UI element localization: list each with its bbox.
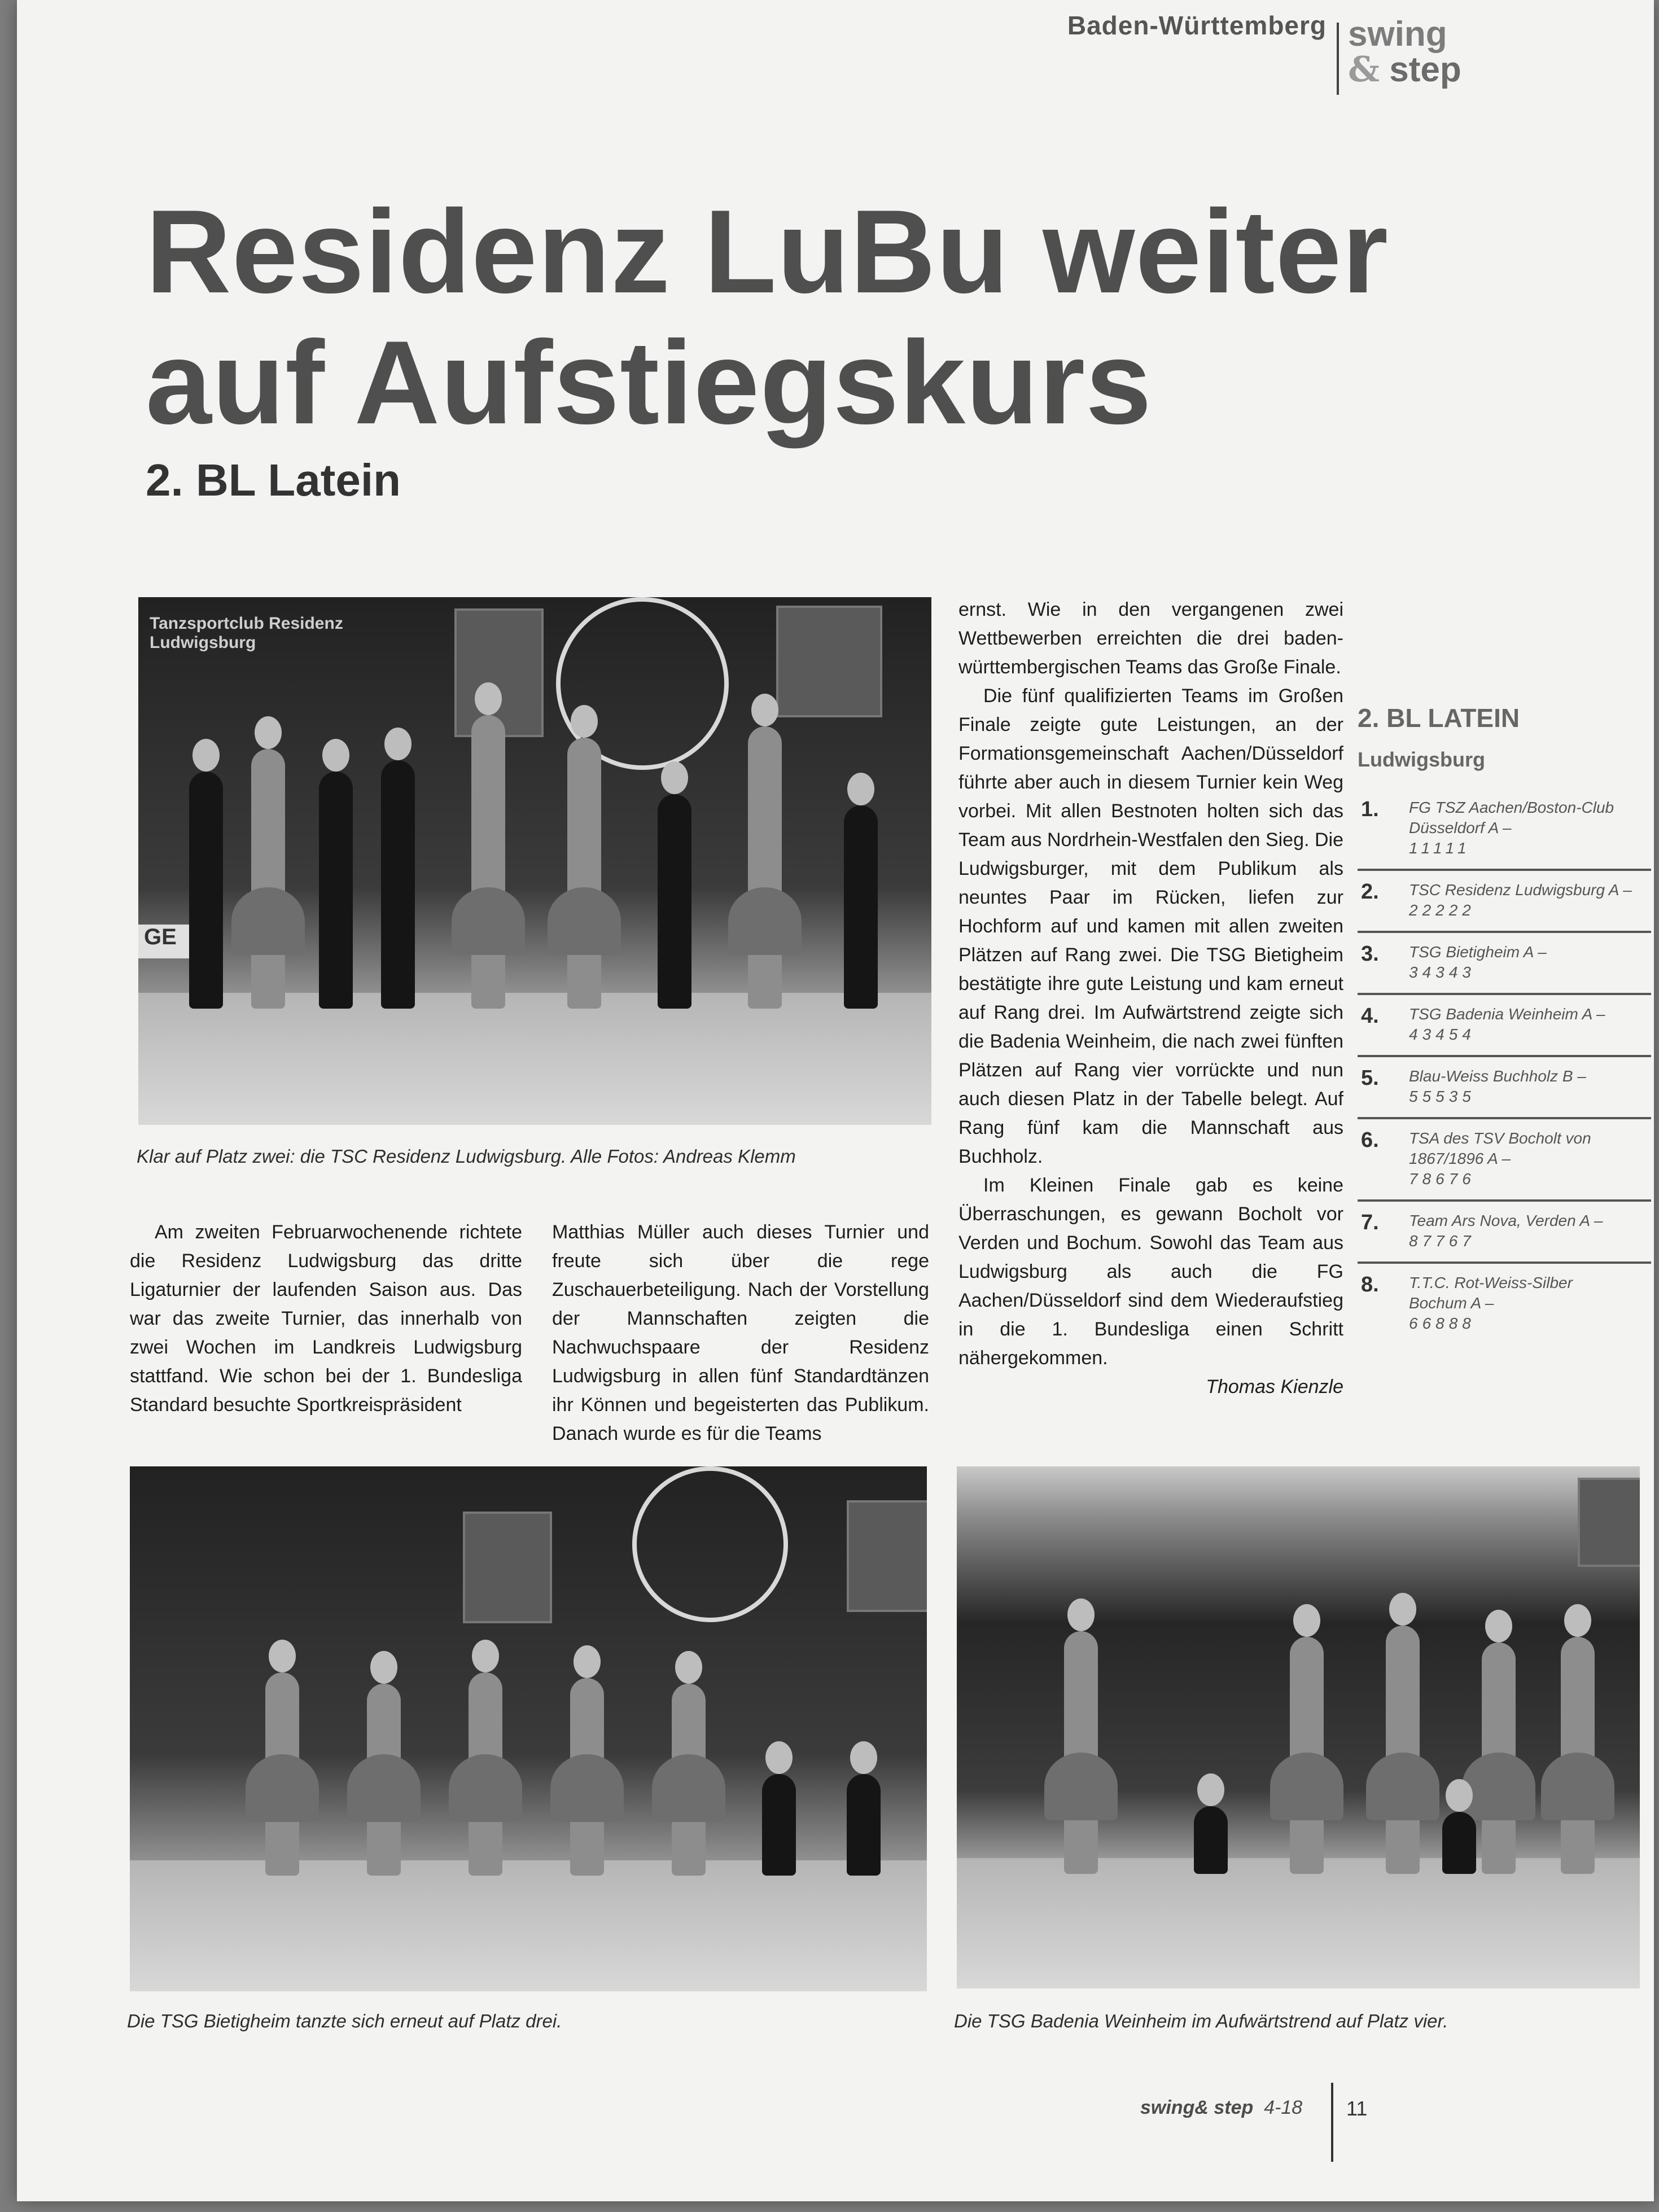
result-team-name: TSA des TSV Bocholt von 1867/1896 A –: [1409, 1129, 1591, 1167]
result-scores: 87767: [1409, 1232, 1476, 1250]
result-rank: 5.: [1361, 1066, 1379, 1090]
article-author: Thomas Kienzle: [1206, 1376, 1343, 1398]
result-item: [1358, 789, 1651, 871]
body-paragraph: Am zweiten Februarwochenende richtete die Residenz Ludwigsburg das dritte Ligaturnier der laufenden Saison aus. Das war das zweite Turnier, das innerhalb von zwei Wochen im Landkreis Ludwigsburg stattfand. Wie schon bei der 1. Bundesliga Standard besuchte Sportkreispräsident: [130, 1221, 522, 1416]
result-scores: 43454: [1409, 1026, 1476, 1043]
result-item: [1358, 1057, 1651, 1119]
result-team: [1409, 1128, 1635, 1189]
result-team-name: Team Ars Nova, Verden A –: [1409, 1212, 1603, 1229]
result-item: [1358, 871, 1651, 933]
page-number: 11: [1346, 2097, 1368, 2120]
result-scores: 22222: [1409, 901, 1476, 919]
header-divider: [1337, 23, 1339, 95]
photo-dancer: [1442, 1812, 1476, 1874]
photo-banner-right: [847, 1500, 927, 1612]
photo-banner-right: [776, 606, 882, 717]
result-team-name: Blau-Weiss Buchholz B –: [1409, 1067, 1586, 1085]
logo-line-1: swing: [1348, 15, 1447, 54]
photo-floor-sign: GE: [138, 925, 212, 958]
photo-floor: [138, 993, 931, 1125]
footer-magazine: [1140, 2097, 1302, 2119]
result-team: [1409, 1004, 1635, 1045]
body-column-1: [130, 1218, 522, 1420]
result-scores: 55535: [1409, 1088, 1476, 1105]
caption-top-photo: Klar auf Platz zwei: die TSC Residenz Ludwigsburg. Alle Fotos: Andreas Klemm: [137, 1146, 796, 1167]
magazine-logo: [1348, 15, 1461, 90]
photo-dancer: [469, 1672, 502, 1876]
photo-ring-logo: [632, 1466, 788, 1622]
result-team: [1409, 880, 1635, 921]
body-paragraph: Matthias Müller auch dieses Turnier und freute sich über die rege Zuschauerbeteiligung. Nach der Vorstellung der Mannschaften zeigten die Nachwuchspaare der Residenz Ludwigsburg in allen fünf Standardtänzen ihr Können und begeisterten das Publikum. Danach wurde es für die Teams: [552, 1221, 929, 1444]
title-line-1: Residenz LuBu weiter: [146, 185, 1389, 318]
photo-floor: [130, 1860, 927, 1992]
body-paragraph: Die fünf qualifizierten Teams im Großen Finale zeigte gute Leistungen, an der Formationsgemeinschaft Aachen/Düsseldorf führte aber auch in diesem Turnier kein Weg vorbei. Mit allen Bestnoten holten sich das Team aus Nordrhein-Westfalen den Sieg. Die Ludwigsburger, mit dem Publikum als neuntes Paar im Rücken, liefen zur Hochform auf und kamen mit allen zweiten Plätzen auf Rang zwei. Die TSG Bietigheim bestätigte ihre gute Leistung und kam erneut auf Rang drei. Im Aufwärtstrend zeigte sich die Badenia Weinheim, die nach zwei fünften Plätzen auf Rang vier vorrückte und nun auch diesen Platz in der Tabelle belegt. Auf Rang fünf kam die Mannschaft aus Buchholz.: [958, 685, 1343, 1167]
photo-top-team-ludwigsburg: [138, 597, 931, 1125]
result-team: [1409, 1211, 1635, 1251]
caption-bottom-left-photo: Die TSG Bietigheim tanzte sich erneut auf Platz drei.: [127, 2010, 562, 2031]
photo-dancer: [1482, 1642, 1516, 1874]
result-rank: 1.: [1361, 798, 1379, 821]
photo-dancer: [570, 1678, 604, 1876]
photo-bottom-right-weinheim: [957, 1466, 1640, 1988]
result-rank: 8.: [1361, 1273, 1379, 1296]
photo-dancer: [762, 1774, 796, 1876]
result-team: [1409, 942, 1635, 983]
logo-line-2: [1348, 49, 1461, 90]
photo-dancer: [319, 772, 353, 1009]
footer-divider: [1331, 2083, 1333, 2162]
header-region: Baden-Württemberg: [1067, 11, 1327, 40]
photo-dancer: [265, 1672, 299, 1876]
result-team-name: TSG Badenia Weinheim A –: [1409, 1005, 1605, 1023]
result-team-name: TSC Residenz Ludwigsburg A –: [1409, 881, 1632, 899]
photo-dancer: [672, 1684, 706, 1876]
photo-dancer: [658, 794, 691, 1009]
photo-dancer: [189, 772, 223, 1009]
result-item: [1358, 933, 1651, 995]
result-rank: 2.: [1361, 880, 1379, 904]
result-item: [1358, 995, 1651, 1057]
result-team-name: TSG Bietigheim A –: [1409, 943, 1547, 961]
photo-banner-left: [454, 608, 544, 737]
title-line-2: auf Aufstiegskurs: [146, 316, 1152, 449]
photo-dancer: [1386, 1626, 1420, 1874]
photo-dancer: [844, 805, 878, 1009]
photo-banner-left: [463, 1512, 552, 1623]
logo-ampersand: &: [1348, 49, 1380, 90]
photo-dancer: [1194, 1806, 1228, 1874]
result-rank: 7.: [1361, 1211, 1379, 1234]
photo-dancer: [748, 726, 782, 1009]
photo-dancer: [381, 760, 415, 1009]
sidebar-title: 2. BL LATEIN: [1358, 703, 1520, 733]
result-rank: 6.: [1361, 1128, 1379, 1152]
result-rank: 3.: [1361, 942, 1379, 966]
footer-issue: 4-18: [1264, 2097, 1303, 2118]
caption-bottom-right-photo: Die TSG Badenia Weinheim im Aufwärtstrend auf Platz vier.: [954, 2010, 1448, 2031]
body-column-3: [958, 595, 1343, 1401]
results-sidebar: [1358, 703, 1651, 1344]
photo-dancer: [471, 715, 505, 1009]
result-item: [1358, 1264, 1651, 1344]
result-team: [1409, 798, 1635, 858]
result-team-name: FG TSZ Aachen/Boston-Club Düsseldorf A –: [1409, 799, 1614, 836]
result-rank: 4.: [1361, 1004, 1379, 1028]
photo-floor: [957, 1858, 1640, 1988]
result-item: [1358, 1202, 1651, 1264]
body-column-2: [552, 1218, 929, 1448]
result-scores: 66888: [1409, 1315, 1476, 1332]
photo-dancer: [251, 749, 285, 1009]
photo-dancer: [367, 1684, 401, 1876]
photo-bottom-left-bietigheim: [130, 1466, 927, 1991]
article-title: [146, 186, 1444, 448]
result-item: [1358, 1119, 1651, 1202]
result-team-name: T.T.C. Rot-Weiss-Silber Bochum A –: [1409, 1274, 1573, 1312]
photo-banner-right: [1578, 1478, 1640, 1567]
body-paragraph: ernst. Wie in den vergangenen zwei Wettbewerben erreichten die drei baden-württembergischen Teams das Große Finale.: [958, 599, 1343, 678]
photo-dancer: [567, 738, 601, 1009]
result-team: [1409, 1273, 1635, 1334]
sidebar-location: Ludwigsburg: [1358, 748, 1485, 771]
footer-magazine-name: swing& step: [1140, 2097, 1254, 2118]
photo-dancer: [1290, 1637, 1324, 1874]
article-subtitle: 2. BL Latein: [146, 455, 401, 505]
body-paragraph: Im Kleinen Finale gab es keine Überraschungen, es gewann Bocholt vor Verden und Bochum. Sowohl das Team aus Ludwigsburg als auch die FG Aachen/Düsseldorf sind dem Wiederaufstieg in die 1. Bundesliga einen Schritt nähergekommen.: [958, 1175, 1343, 1369]
result-scores: 34343: [1409, 963, 1476, 981]
results-list: [1358, 789, 1651, 1344]
photo-dancer: [1561, 1637, 1595, 1874]
result-scores: 78676: [1409, 1170, 1476, 1188]
logo-word-step: step: [1389, 50, 1461, 89]
result-scores: 11111: [1409, 839, 1471, 857]
photo-dancer: [847, 1774, 881, 1876]
magazine-page: [17, 0, 1654, 2201]
result-team: [1409, 1066, 1635, 1107]
photo-dancer: [1064, 1631, 1098, 1874]
photo-banner-text: Tanzsportclub Residenz Ludwigsburg: [150, 614, 343, 652]
